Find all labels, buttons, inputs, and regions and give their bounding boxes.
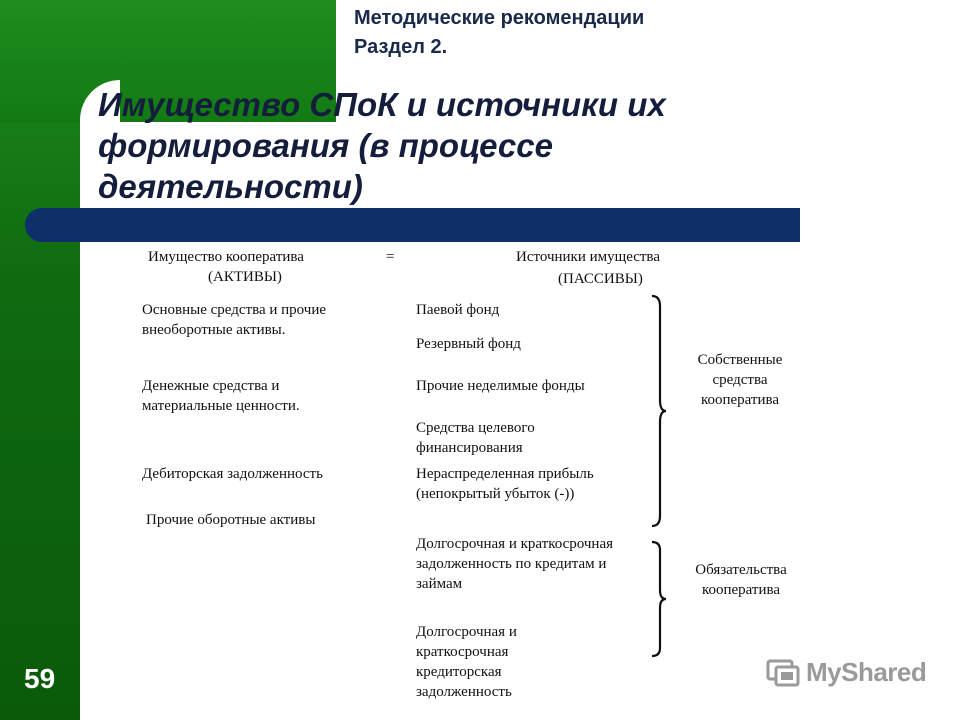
asset-item: Дебиторская задолженность — [142, 466, 323, 482]
liability-item: Долгосрочная и краткосрочная кредиторская задолженность — [416, 624, 517, 700]
title-underline-band — [25, 208, 800, 242]
liability-item: Долгосрочная и краткосрочная задолженность по кредитам и займам — [416, 536, 614, 592]
equity-item: Средства целевого финансирования — [416, 420, 535, 456]
equity-group-label: Собственные средства кооператива — [697, 352, 783, 408]
assets-header-line-2: (АКТИВЫ) — [208, 269, 282, 285]
assets-header — [148, 247, 398, 287]
section-header — [354, 4, 644, 62]
asset-item: Основные средства и прочие внеоборотные активы. — [142, 302, 327, 338]
liability-brace — [648, 540, 668, 658]
equity-item: Прочие неделимые фонды — [416, 378, 585, 394]
header-line-1: Методические рекомендации — [354, 7, 645, 29]
balance-table — [120, 242, 810, 720]
liabilities-header — [500, 247, 750, 289]
liabilities-header-line-2: (ПАССИВЫ) — [558, 271, 643, 287]
equals-sign: = — [386, 249, 395, 265]
watermark — [766, 655, 926, 689]
equity-brace — [648, 294, 668, 528]
liabilities-header-line-1: Источники имущества — [516, 249, 660, 265]
asset-item: Денежные средства и материальные ценности. — [142, 378, 300, 414]
watermark-text: MyShared — [806, 656, 927, 687]
myshared-logo-icon — [766, 655, 800, 689]
liability-group-label: Обязательства кооператива — [695, 562, 787, 598]
equity-item: Нераспределенная прибыль (непокрытый убыток (-)) — [416, 466, 594, 502]
equity-item: Паевой фонд — [416, 302, 500, 318]
slide-number: 59 — [24, 663, 56, 694]
header-line-2: Раздел 2. — [354, 36, 448, 58]
assets-header-line-1: Имущество кооператива — [148, 249, 304, 265]
slide-title: Имущество СПоК и источники их формирования (в процессе деятельности) — [98, 86, 666, 205]
asset-item: Прочие оборотные активы — [146, 512, 316, 528]
equity-item: Резервный фонд — [416, 336, 521, 352]
